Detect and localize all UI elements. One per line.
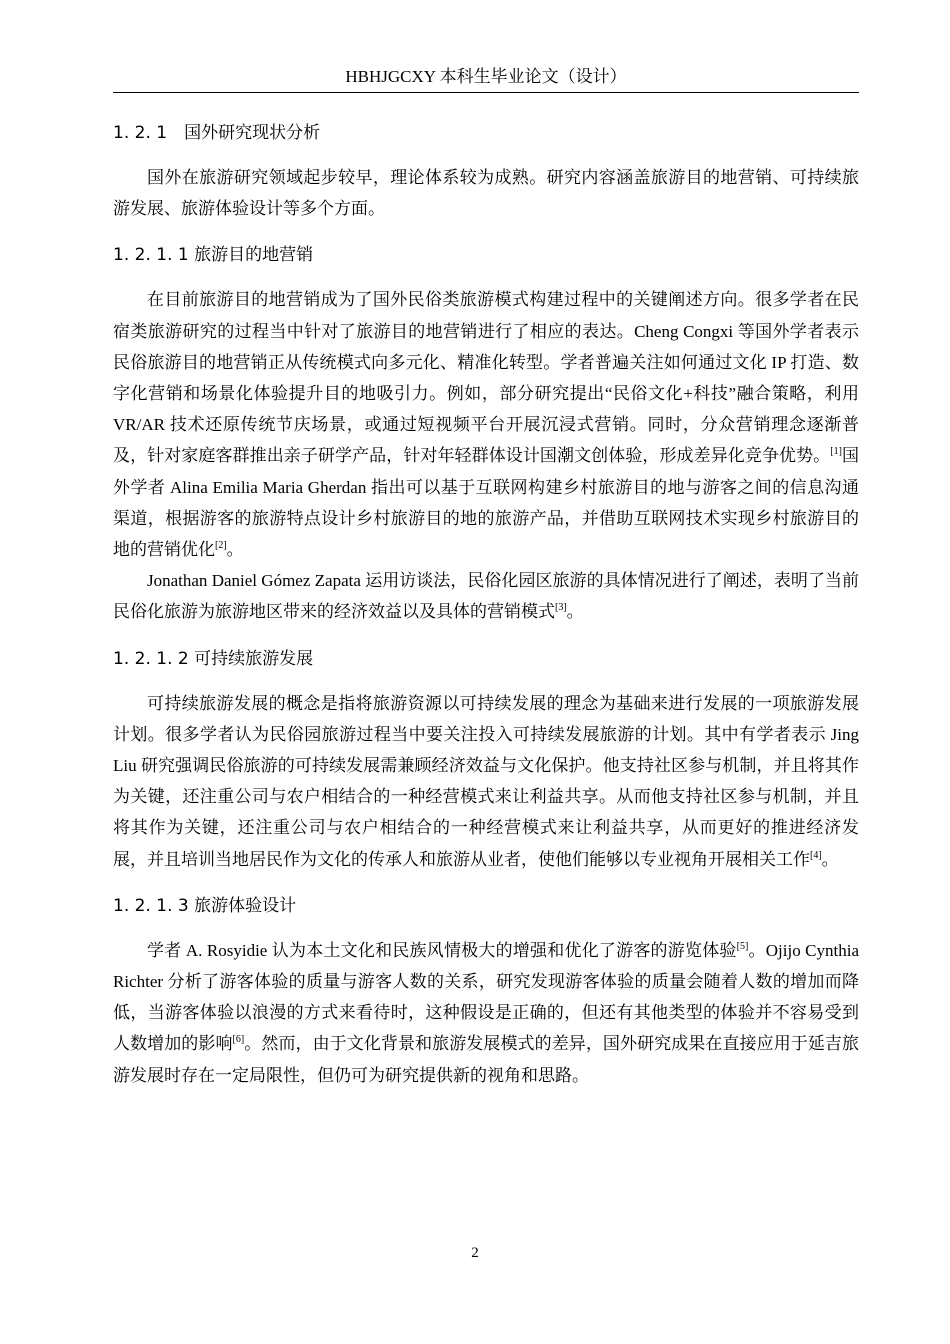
paragraph-text: 。然而，由于文化背景和旅游发展模式的差异，国外研究成果在直接应用于延吉旅游发展时存在一定局限性，但仍可为研究提供新的视角和思路。 <box>113 1034 860 1085</box>
paragraph-text: 可持续旅游发展的概念是指将旅游资源以可持续发展的理念为基础来进行发展的一项旅游发展计划。很多学者认为民俗园旅游过程当中要关注投入可持续发展旅游的计划。其中有学者表示 Jing Liu 研究强调民俗旅游的可持续发展需兼顾经济效益与文化保护。他支持社区参与机制，并且将其作为关键，还注重公司与农户相结合的一种经营模式来让利益共享。从而他支持社区参与机制，并且将其作为关键，还注重公司与农户相结合的一种经营模式来让利益共享，从而更好的推进经济发展，并且培训当地居民作为文化的传承人和旅游从业者，使他们能够以专业视角开展相关工作 <box>113 693 859 869</box>
paragraph-text: 。 <box>226 540 244 560</box>
citation: [4] <box>810 849 822 861</box>
paragraph <box>113 688 859 875</box>
citation: [6] <box>232 1034 245 1046</box>
paragraph-text: Jonathan Daniel Gómez Zapata 运用访谈法，民俗化园区旅游的具体情况进行了阐述，表明了当前民俗化旅游为旅游地区带来的经济效益以及具体的营销模式 <box>113 571 859 622</box>
citation: [2] <box>215 540 227 552</box>
paragraph-text: 在目前旅游目的地营销成为了国外民俗类旅游模式构建过程中的关键阐述方向。很多学者在民宿类旅游研究的过程当中针对了旅游目的地营销进行了相应的表达。Cheng Congxi 等国外学者表示民俗旅游目的地营销正从传统模式向多元化、精准化转型。学者普遍关注如何通过文化 IP 打造、数字化营销和场景化体验提升目的地吸引力。例如，部分研究提出“民俗文化+科技”融合策略，利用 VR/AR 技术还原传统节庆场景，或通过短视频平台开展沉浸式营销。同时，分众营销理念逐渐普及，针对家庭客群推出亲子研学产品，针对年轻群体设计国潮文创体验，形成差异化竞争优势。 <box>113 290 859 466</box>
paragraph-text: 国外学者 Alina Emilia Maria Gherdan 指出可以基于互联网构建乡村旅游目的地与游客之间的信息沟通渠道，根据游客的旅游特点设计乡村旅游目的地的旅游产品，并借助互联网技术实现乡村旅游目的地的营销优化 <box>113 446 859 560</box>
paragraph <box>113 935 859 1091</box>
subsection-heading-destination-marketing: 1. 2. 1. 1 旅游目的地营销 <box>113 245 314 266</box>
page-number: 2 <box>471 1245 479 1261</box>
subsection-heading-experience-design: 1. 2. 1. 3 旅游体验设计 <box>113 895 297 916</box>
subsection-heading-sustainable-tourism: 1. 2. 1. 2 可持续旅游发展 <box>113 648 314 669</box>
citation: [5] <box>736 940 749 952</box>
paragraph <box>113 565 859 627</box>
section-intro-paragraph: 国外在旅游研究领域起步较早，理论体系较为成熟。研究内容涵盖旅游目的地营销、可持续旅游发展、旅游体验设计等多个方面。 <box>113 168 859 219</box>
paragraph-text: 。Ojijo Cynthia Richter 分析了游客体验的质量与游客人数的关系，研究发现游客体验的质量会随着人数的增加而降低，当游客体验以浪漫的方式来看待时，这种假设是正确的，但还有其他类型的体验并不容易受到人数增加的影响 <box>113 940 859 1054</box>
page-header: HBHJGCXY 本科生毕业论文（设计） <box>113 64 859 93</box>
page-content <box>113 118 859 1091</box>
section-heading: 1. 2. 1 国外研究现状分析 <box>113 123 321 143</box>
paragraph-text: 。 <box>566 602 584 622</box>
paragraph-text: 学者 A. Rosyidie 认为本土文化和民族风情极大的增强和优化了游客的游览体验 <box>147 940 737 960</box>
citation: [1] <box>830 446 842 458</box>
citation: [3] <box>555 602 567 614</box>
paragraph <box>113 284 859 565</box>
paragraph-text: 。 <box>821 849 839 869</box>
